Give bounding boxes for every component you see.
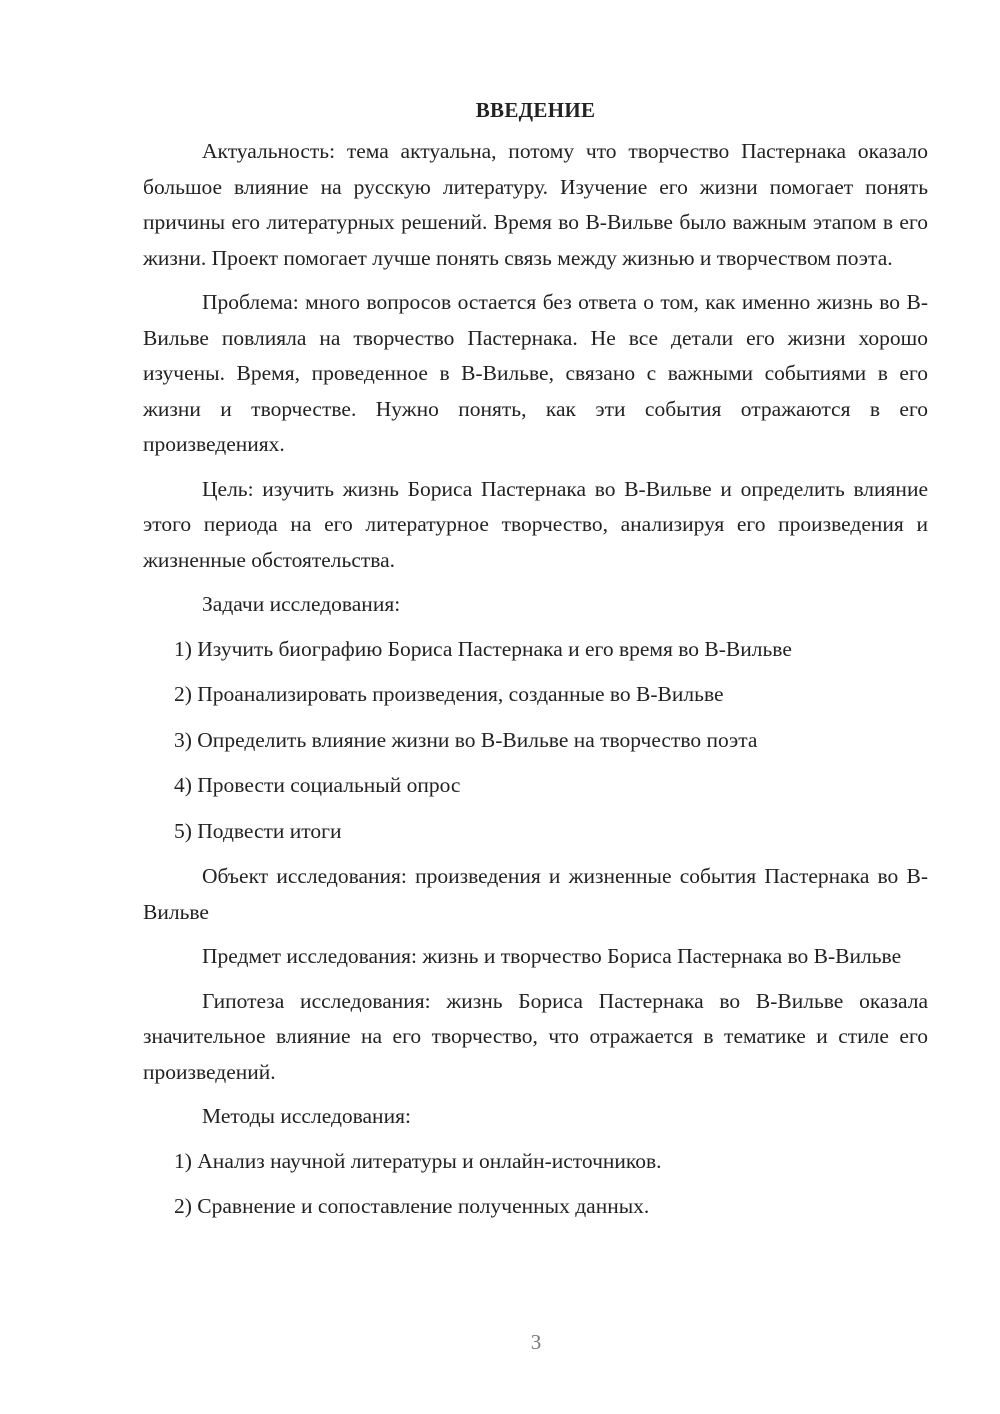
section-title: ВВЕДЕНИЕ: [475, 98, 596, 122]
methods-list: [143, 1144, 928, 1225]
tasks-heading: Задачи исследования:: [202, 592, 401, 616]
page-number: 3: [530, 1330, 542, 1354]
relevance-paragraph: Актуальность: тема актуальна, потому что творчество Пастернака оказало большое влияние на русскую литературу. Изучение его жизни помогает понять причины его литературных решений. Время во В-Вильве было важным этапом в его жизни. Проект помогает лучше понять связь между жизнью и творчеством поэта.: [143, 139, 928, 270]
tasks-list: [143, 632, 928, 850]
list-item: 2) Проанализировать произведения, созданные во В-Вильве: [174, 682, 724, 706]
hypothesis-paragraph: Гипотеза исследования: жизнь Бориса Пастернака во В-Вильве оказала значительное влияние на его творчество, что отражается в тематике и стиле его произведений.: [143, 988, 928, 1084]
list-item: 4) Провести социальный опрос: [174, 773, 461, 797]
list-item: 1) Анализ научной литературы и онлайн-источников.: [174, 1148, 662, 1173]
list-item: 2) Сравнение и сопоставление полученных данных.: [174, 1194, 650, 1218]
goal-paragraph: Цель: изучить жизнь Бориса Пастернака во В-Вильве и определить влияние этого периода на его литературное творчество, анализируя его произведения и жизненные обстоятельства.: [143, 476, 928, 572]
problem-paragraph: Проблема: много вопросов остается без ответа о том, как именно жизнь во В-Вильве повлияла на творчество Пастернака. Не все детали его жизни хорошо изучены. Время, проведенное в В-Вильве, связано с важными событиями в его жизни и творчестве. Нужно понять, как эти события отражаются в его произведениях.: [143, 290, 928, 456]
subject-paragraph: Предмет исследования: жизнь и творчество Бориса Пастернака во В-Вильве: [202, 944, 902, 968]
object-paragraph: Объект исследования: произведения и жизненные события Пастернака во В-Вильве: [143, 864, 928, 924]
list-item: 3) Определить влияние жизни во В-Вильве на творчество поэта: [174, 727, 758, 752]
list-item: 5) Подвести итоги: [174, 818, 342, 843]
methods-heading: Методы исследования:: [202, 1104, 411, 1128]
list-item: 1) Изучить биографию Бориса Пастернака и его время во В-Вильве: [174, 636, 792, 661]
page-content: [143, 92, 928, 1235]
